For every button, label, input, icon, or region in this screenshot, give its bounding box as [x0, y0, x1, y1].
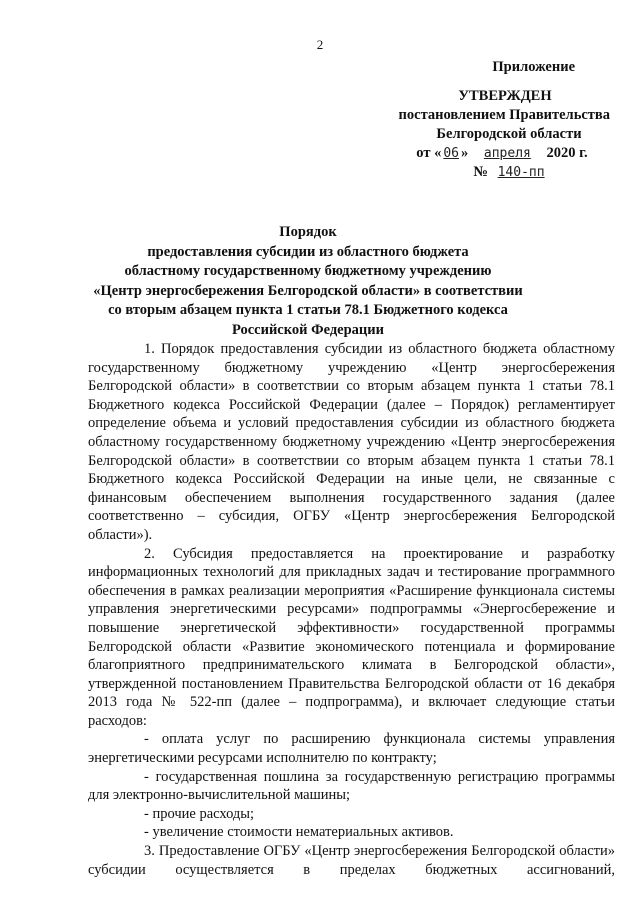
- list-item-expense: - увеличение стоимости нематериальных активов.: [144, 824, 454, 841]
- date-day: 06: [443, 146, 460, 161]
- date-year: 2020 г.: [546, 145, 588, 161]
- list-item-expense: - государственная пошлина за государственную регистрацию программы для электронно-вычислительной машины;: [88, 768, 615, 804]
- page-number: 2: [316, 37, 324, 52]
- title-line: «Центр энергосбережения Белгородской области» в соответствии: [93, 282, 523, 299]
- approved-label: УТВЕРЖДЕН: [458, 88, 552, 104]
- approval-block: [380, 58, 610, 182]
- document-body: [88, 340, 615, 879]
- list-item-expense: - оплата услуг по расширению функционала системы управления энергетическими ресурсами исполнителю по контракту;: [88, 731, 615, 767]
- approval-number: [380, 163, 610, 182]
- paragraph-1: 1. Порядок предоставления субсидии из областного бюджета областному государственному бюджетному учреждению «Центр энергосбережения Белгородской области» в соответствии со вторым абзацем пункта 1 статьи 78.1 Бюджетного кодекса Российской Федерации (далее – Порядок) регламентирует определение объема и условий предоставления субсидии из областного бюджета областному государственному бюджетному учреждению «Центр энергосбережения Белгородской области» в соответствии со вторым абзацем пункта 1 статьи 78.1 Бюджетного кодекса Российской Федерации на иные цели, не связанные с финансовым обеспечением выполнения государственного задания (далее соответственно – субсидия, ОГБУ «Центр энергосбережения Белгородской области»).: [88, 341, 615, 543]
- title-line: Порядок: [279, 224, 337, 240]
- paragraph-2: 2. Субсидия предоставляется на проектирование и разработку информационных технологий для прикладных задач и тестирование программного обеспечения в рамках реализации мероприятия «Расширение функционала системы управления энергетическими ресурсами» подпрограммы «Энергосбережение и повышение энергетической эффективности» государственной программы Белгородской области «Развитие экономического потенциала и формирование благоприятного предпринимательского климата в Белгородской области», утвержденной постановлением Правительства Белгородской области от 16 декабря 2013 года № 522-пп (далее – подпрограмма), и включает следующие статьи расходов:: [88, 545, 615, 729]
- title-line: Российской Федерации: [231, 321, 384, 338]
- annex-label: Приложение: [492, 59, 575, 75]
- paragraph-3: 3. Предоставление ОГБУ «Центр энергосбережения Белгородской области» субсидии осуществляется в пределах бюджетных ассигнований,: [88, 843, 615, 878]
- title-line: областному государственному бюджетному учреждению: [124, 263, 492, 279]
- title-line: предоставления субсидии из областного бюджета: [147, 243, 469, 260]
- date-prefix: от «: [416, 145, 442, 161]
- title-line: со вторым абзацем пункта 1 статьи 78.1 Бюджетного кодекса: [108, 302, 508, 318]
- document-title: [88, 223, 528, 340]
- number-prefix: №: [473, 164, 488, 180]
- list-item-expense: - прочие расходы;: [144, 805, 255, 822]
- date-mid: »: [461, 145, 469, 161]
- date-month: апреля: [483, 146, 531, 161]
- number-value: 140-пп: [497, 165, 545, 180]
- approved-region: Белгородской области: [436, 126, 582, 142]
- approval-date: [380, 144, 610, 163]
- approved-by: постановлением Правительства: [398, 107, 610, 123]
